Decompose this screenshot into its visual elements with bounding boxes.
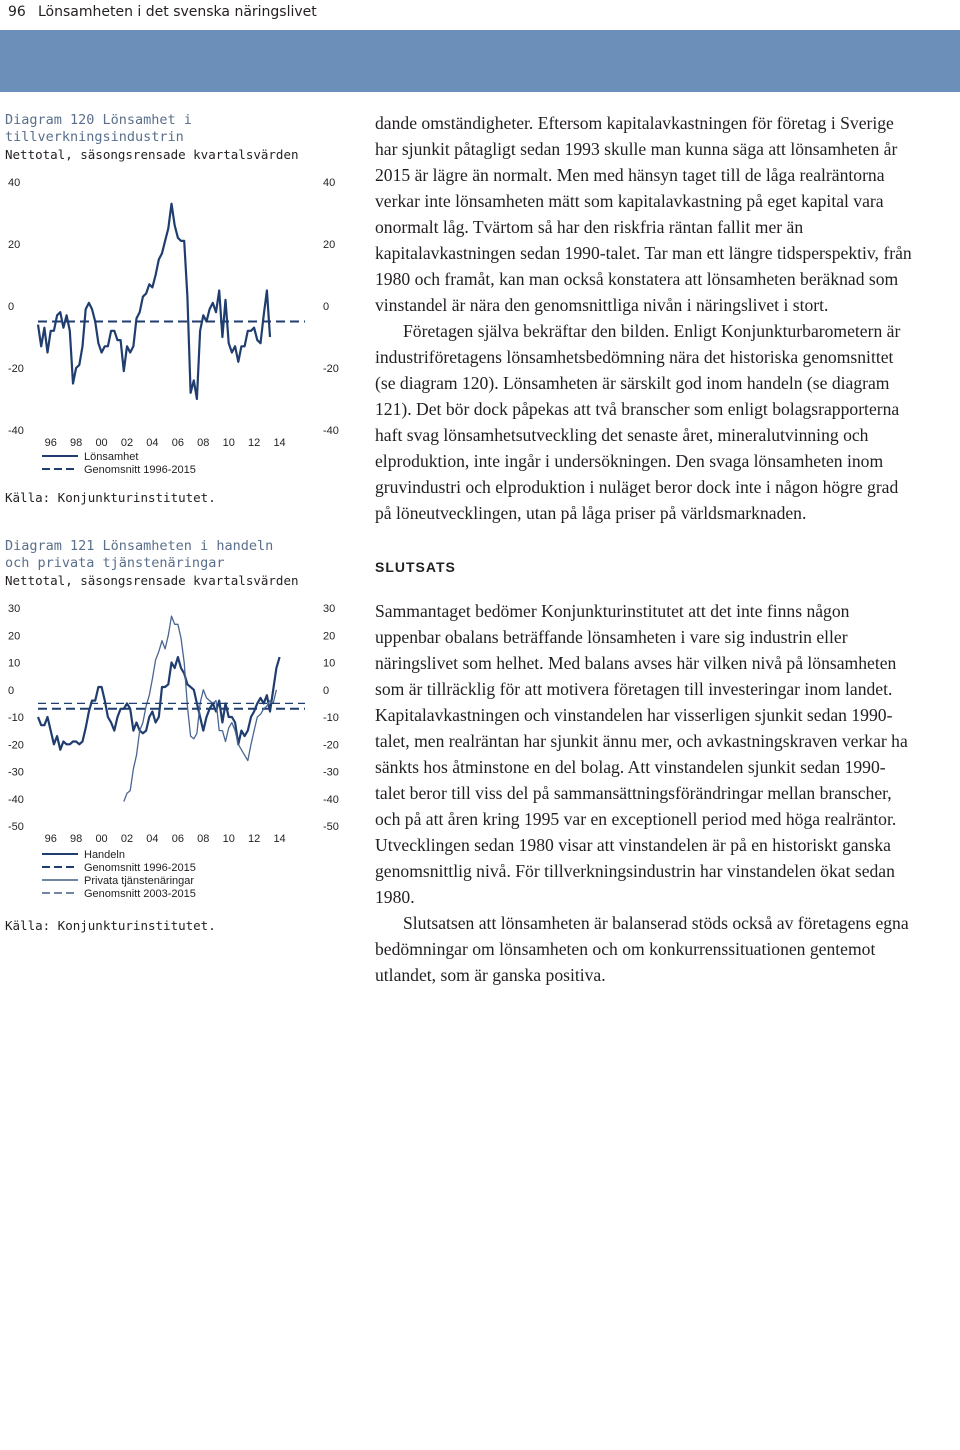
figure-column	[5, 112, 345, 163]
x-tick-label: 12	[248, 833, 261, 845]
y-tick-right: 0	[323, 684, 330, 697]
body-text	[375, 110, 915, 988]
diagram-121-title-line2: och privata tjänstenäringar	[5, 555, 225, 571]
paragraph-3: Sammantaget bedömer Konjunkturinstitutet att det inte finns någon uppenbar obalans beträffande lönsamheten i vare sig industrin eller näringslivet som helhet. Med balans avses här vilken nivå på lönsamheten som är tillräcklig för att motivera företagen till investeringar inom landet. Kapitalavkastningen och vinstandelen har visserligen sjunkit sedan 1990-talet, men realräntan har sjunkit ännu mer, och avkastningskraven verkar ha sänkts hos åtminstone en del bolag. Att vinstandelen sjunkit sedan 1990-talet beror till viss del på sammansättningsförändringar mellan branscher, och på att åren kring 1995 var en exceptionell period med höga realräntor. Utvecklingen sedan 1980 visar att vinstandelen är på en historiskt ganska genomsnittlig nivå. För tillverkningsindustrin har vinstandelen ökat sedan 1980.	[375, 601, 908, 907]
x-tick-label: 96	[44, 833, 57, 845]
legend-label: Lönsamhet	[84, 451, 139, 463]
y-tick-right: -40	[323, 425, 339, 437]
x-tick-label: 96	[44, 437, 57, 449]
y-tick-left: 40	[8, 177, 21, 189]
diagram-121-source: Källa: Konjunkturinstitutet.	[5, 918, 216, 933]
x-tick-label: 98	[70, 437, 83, 449]
x-tick-label: 02	[120, 833, 134, 845]
y-tick-left: -20	[8, 739, 24, 752]
diagram-120	[5, 112, 345, 163]
y-tick-right: 40	[323, 177, 336, 189]
diagram-121-chart	[0, 596, 345, 906]
y-tick-right: 10	[323, 657, 336, 670]
diagram-120-chart	[0, 168, 345, 498]
y-tick-left: 0	[8, 684, 15, 697]
series-line	[38, 204, 270, 399]
paragraph-4: Slutsatsen att lönsamheten är balanserad stöds också av företagens egna bedömningar om lönsamheten och om konkurrenssituationen gentemot utlandet, som är ganska positiva.	[375, 913, 909, 985]
y-tick-left: -40	[8, 425, 24, 437]
legend-label: Genomsnitt 1996-2015	[84, 862, 196, 874]
diagram-120-source: Källa: Konjunkturinstitutet.	[5, 490, 216, 505]
y-tick-right: -20	[323, 739, 339, 752]
y-tick-left: 20	[8, 239, 21, 251]
x-tick-label: 04	[146, 833, 159, 845]
x-tick-label: 14	[273, 437, 286, 449]
section-heading: SLUTSATS	[375, 559, 456, 575]
y-tick-right: 30	[323, 603, 336, 615]
x-tick-label: 00	[95, 437, 108, 449]
y-tick-right: 20	[323, 239, 336, 251]
legend-label: Genomsnitt 1996-2015	[84, 464, 196, 476]
y-tick-right: -20	[323, 363, 339, 375]
x-tick-label: 12	[248, 437, 261, 449]
y-tick-left: -30	[8, 766, 24, 779]
diagram-120-title-line1: Diagram 120 Lönsamhet i	[5, 112, 192, 128]
x-tick-label: 06	[171, 437, 184, 449]
y-tick-left: -40	[8, 793, 24, 806]
diagram-121	[5, 538, 345, 589]
y-tick-left: 30	[8, 603, 21, 615]
header-band	[0, 30, 960, 92]
y-tick-left: 10	[8, 657, 21, 670]
y-tick-left: 0	[8, 301, 15, 313]
x-tick-label: 02	[120, 437, 134, 449]
legend-label: Privata tjänstenäringar	[84, 875, 195, 887]
diagram-120-title-line2: tillverkningsindustrin	[5, 129, 184, 145]
y-tick-right: -10	[323, 712, 339, 724]
y-tick-left: -50	[8, 821, 24, 833]
x-tick-label: 10	[222, 437, 235, 449]
running-title: Lönsamheten i det svenska näringslivet	[38, 4, 317, 20]
y-tick-left: -20	[8, 363, 24, 375]
y-tick-left: 20	[8, 630, 21, 643]
y-tick-right: -40	[323, 793, 339, 806]
diagram-120-subtitle: Nettotal, säsongsrensade kvartalsvärden	[5, 147, 299, 162]
y-tick-left: -10	[8, 712, 24, 724]
paragraph-1: dande omständigheter. Eftersom kapitalavkastningen för företag i Sverige har sjunkit påtagligt sedan 1993 skulle man kunna säga att lönsamheten år 2015 är lägre än normalt. Men med hänsyn taget till de låga realräntorna verkar inte lönsamheten mätt som kapitalavkastning på eget kapital vara onormalt låg. Tvärtom så har den riskfria räntan fallit mer än kapitalavkastningen sedan 1990-talet. Tar man ett längre tidsperspektiv, från 1980 och framåt, kan man också konstatera att lönsamheten beräknad som vinstandel är nära den genomsnittliga nivån i näringslivet i stort.	[375, 113, 912, 315]
x-tick-label: 00	[95, 833, 108, 845]
y-tick-right: 0	[323, 301, 330, 313]
paragraph-2: Företagen själva bekräftar den bilden. Enligt Konjunkturbarometern är industriföretagens lönsamhetsbedömning nära det historiska genomsnittet (se diagram 120). Lönsamheten är särskilt god inom handeln (se diagram 121). Det bör dock påpekas att två branscher som enligt bolagsrapporterna haft svag lönsamhetsutveckling det senaste året, mineralutvinning och elproduktion, inte ingår i undersökningen. Den svaga lönsamheten inom gruvindustri och elproduktion i nuläget beror dock inte i någon högre grad på löneutvecklingen, utan på låga priser på världsmarknaden.	[375, 321, 901, 523]
page-number: 96	[8, 4, 26, 20]
x-tick-label: 08	[197, 437, 210, 449]
y-tick-right: 20	[323, 630, 336, 643]
x-tick-label: 06	[171, 833, 184, 845]
x-tick-label: 98	[70, 833, 83, 845]
running-header	[0, 0, 960, 30]
x-tick-label: 04	[146, 437, 159, 449]
legend-label: Handeln	[84, 849, 125, 861]
diagram-121-subtitle: Nettotal, säsongsrensade kvartalsvärden	[5, 573, 299, 588]
y-tick-right: -30	[323, 766, 339, 779]
legend-label: Genomsnitt 2003-2015	[84, 888, 196, 900]
x-tick-label: 10	[222, 833, 235, 845]
diagram-121-title-line1: Diagram 121 Lönsamheten i handeln	[5, 538, 274, 554]
x-tick-label: 14	[273, 833, 286, 845]
y-tick-right: -50	[323, 821, 339, 833]
x-tick-label: 08	[197, 833, 210, 845]
